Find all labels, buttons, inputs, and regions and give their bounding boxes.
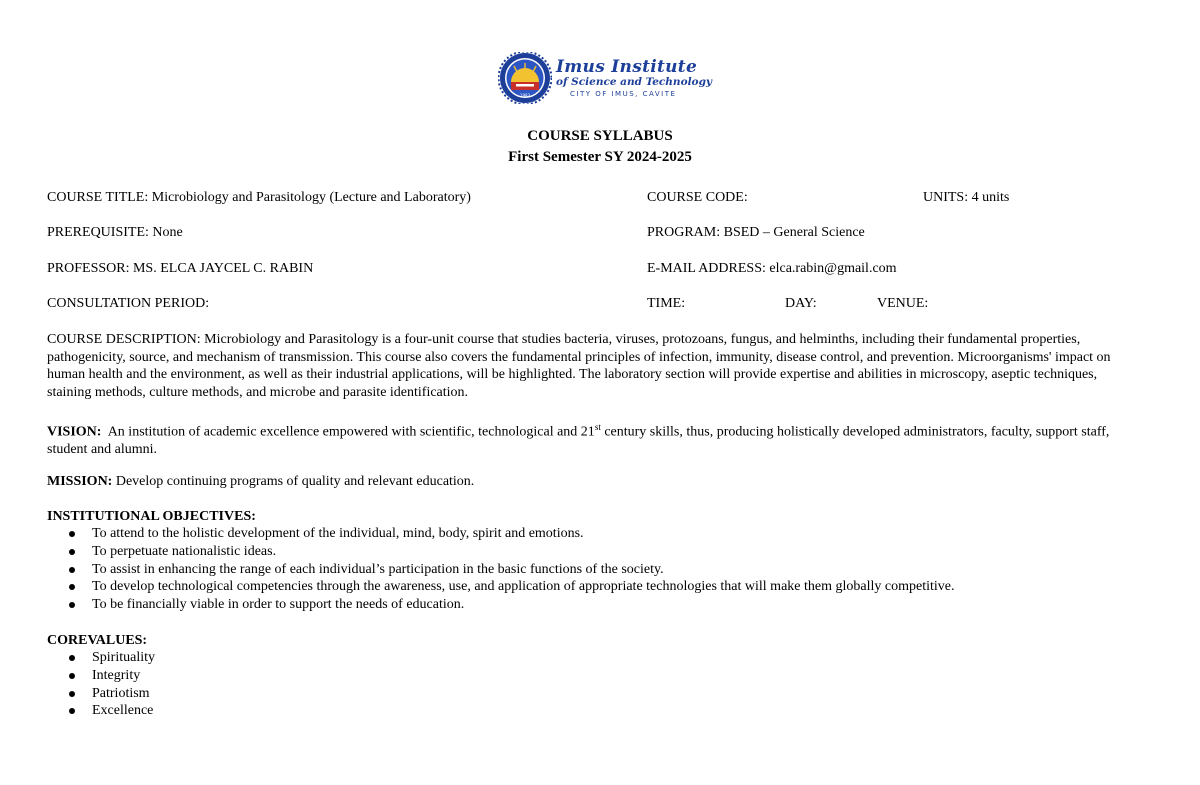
prerequisite: PREREQUISITE: None (47, 225, 183, 240)
program: PROGRAM: BSED – General Science (647, 225, 865, 240)
objectives-list (47, 525, 954, 614)
institution-seal-icon (498, 52, 552, 104)
institution-subtitle: of Science and Technology (556, 76, 713, 88)
list-item: Spirituality (47, 649, 155, 667)
list-item: Excellence (47, 702, 155, 720)
list-item: To assist in enhancing the range of each individual’s participation in the basic functions of the society. (47, 561, 954, 579)
course-units: UNITS: 4 units (923, 190, 1010, 205)
mission-label: MISSION: (47, 474, 113, 489)
institution-city: CITY OF IMUS, CAVITE (570, 90, 677, 98)
course-description-text: Microbiology and Parasitology is a four-unit course that studies bacteria, viruses, protozoans, fungus, and helminths, including their fundamental properties, pathogenicity, source, and mechanism of transmission. This course also covers the fundamental principles of infection, immunity, disease control, and prevention. Microorganisms' impact on human health and the environment, as well as their industrial applications, will be highlighted. The laboratory section will provide expertise and abilities in microscopy, aseptic techniques, staining methods, culture methods, and microbe and parasite identification. (47, 332, 1111, 400)
institution-logo (498, 52, 718, 104)
list-item: To be financially viable in order to support the needs of education. (47, 596, 954, 614)
professor: PROFESSOR: MS. ELCA JAYCEL C. RABIN (47, 261, 314, 276)
vision (47, 419, 1142, 459)
objectives-heading: INSTITUTIONAL OBJECTIVES: (47, 509, 256, 524)
consultation-time: TIME: (647, 296, 686, 311)
consultation-period: CONSULTATION PERIOD: (47, 296, 210, 311)
consultation-venue: VENUE: (877, 296, 929, 311)
institution-name: Imus Institute (556, 57, 698, 77)
semester-title: First Semester SY 2024-2025 (508, 149, 692, 165)
vision-label: VISION: (47, 424, 102, 440)
vision-text-part1: An institution of academic excellence empowered with scientific, technological and 21 (101, 424, 595, 440)
list-item: Patriotism (47, 685, 155, 703)
core-values-list (47, 649, 155, 720)
email-address: E-MAIL ADDRESS: elca.rabin@gmail.com (647, 261, 897, 276)
course-code: COURSE CODE: (647, 190, 748, 205)
mission-text: Develop continuing programs of quality and relevant education. (112, 474, 475, 489)
course-title: COURSE TITLE: Microbiology and Parasitology (Lecture and Laboratory) (47, 190, 471, 205)
consultation-day: DAY: (785, 296, 817, 311)
list-item: To perpetuate nationalistic ideas. (47, 543, 954, 561)
course-description (47, 331, 1142, 401)
vision-superscript: st (594, 422, 601, 432)
mission (47, 473, 1142, 491)
list-item: To attend to the holistic development of the individual, mind, body, spirit and emotions. (47, 525, 954, 543)
list-item: Integrity (47, 667, 155, 685)
seal-year: 1983 (519, 93, 531, 98)
document-title: COURSE SYLLABUS (527, 128, 673, 144)
list-item: To develop technological competencies through the awareness, use, and application of appropriate technologies that will make them globally competitive. (47, 578, 954, 596)
course-description-label: COURSE DESCRIPTION: (47, 332, 201, 347)
core-values-heading: COREVALUES: (47, 633, 148, 648)
vision-text-part2: century skills, thus, producing holistically developed administrators, faculty, support staff, student and alumni. (47, 424, 1110, 458)
